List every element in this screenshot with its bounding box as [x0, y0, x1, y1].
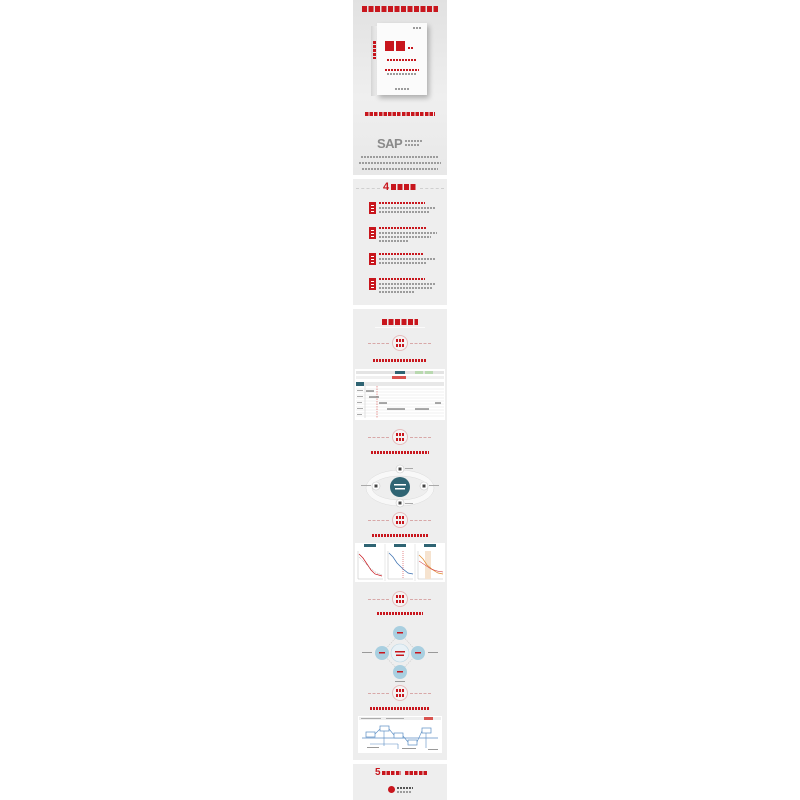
footer-section — [353, 764, 447, 800]
key-point-item — [367, 276, 439, 298]
text-line — [396, 595, 404, 598]
divider — [368, 437, 389, 438]
key-point-item — [367, 225, 439, 247]
text-line — [397, 787, 413, 789]
book-spine-title — [373, 41, 376, 59]
text-line — [396, 344, 404, 347]
divider — [368, 599, 389, 600]
text-line — [396, 438, 404, 441]
text-line — [379, 253, 423, 255]
intro-subtitle — [365, 112, 435, 116]
text-line — [379, 278, 425, 280]
task-badge — [392, 685, 408, 701]
text-line — [379, 236, 431, 238]
task-badge — [392, 335, 408, 351]
publisher-logo-icon — [388, 786, 395, 793]
task-subtitle — [371, 451, 429, 454]
text-line — [379, 262, 427, 264]
divider — [420, 188, 444, 189]
intro-title — [362, 6, 438, 12]
footer-heading-number: 5 — [375, 767, 381, 778]
heading-text — [391, 184, 417, 190]
heading-underline — [375, 327, 425, 328]
task-subtitle — [377, 612, 423, 615]
text-line — [379, 283, 435, 285]
text-line — [379, 232, 437, 234]
task-label — [353, 335, 447, 351]
publisher-logo — [388, 785, 414, 794]
text-line — [396, 339, 404, 342]
text-line — [379, 202, 425, 204]
footer-heading-text — [382, 771, 401, 775]
red-badge-icon — [369, 278, 376, 290]
text-line — [396, 600, 404, 603]
footer-heading-text — [405, 771, 427, 775]
divider — [368, 693, 389, 694]
heading-number: 4 — [383, 181, 390, 193]
task-label — [353, 685, 447, 701]
text-line — [379, 207, 435, 209]
text-line — [385, 69, 419, 71]
text-line — [396, 694, 404, 697]
cycle-diagram — [353, 464, 447, 508]
key-tasks-heading — [382, 319, 418, 325]
task-subtitle — [372, 534, 428, 537]
text-line — [396, 516, 404, 519]
trend-panels-image — [355, 543, 445, 582]
text-line — [379, 287, 433, 289]
task-badge — [392, 429, 408, 445]
text-line — [379, 258, 435, 260]
red-badge-icon — [369, 227, 376, 239]
sap-logo-text: SAP — [377, 136, 403, 151]
text-line — [361, 156, 439, 158]
task-label — [353, 429, 447, 445]
key-points-heading — [353, 182, 447, 193]
book-front — [377, 23, 427, 95]
process-flow-image — [358, 716, 442, 753]
text-line — [379, 211, 429, 213]
schedule-table-image — [355, 369, 445, 420]
text-line — [396, 433, 404, 436]
key-point-item — [367, 200, 439, 222]
book-cover-image — [371, 23, 431, 99]
text-line — [387, 73, 417, 75]
red-badge-icon — [369, 253, 376, 265]
text-line — [413, 27, 422, 29]
task-badge — [392, 591, 408, 607]
task-subtitle — [370, 707, 430, 710]
divider — [410, 599, 431, 600]
text-line — [396, 521, 404, 524]
intro-section — [353, 0, 447, 175]
divider — [368, 520, 389, 521]
divider — [368, 343, 389, 344]
divider — [410, 437, 431, 438]
divider — [410, 343, 431, 344]
sap-logo — [377, 137, 427, 152]
red-badge-icon — [369, 202, 376, 214]
key-points-section — [353, 179, 447, 305]
task-label — [353, 512, 447, 528]
text-line — [379, 240, 409, 242]
text-line — [395, 88, 409, 90]
divider — [410, 520, 431, 521]
text-line — [359, 162, 441, 164]
four-node-diagram — [353, 624, 447, 684]
book-title — [385, 41, 407, 51]
task-badge — [392, 512, 408, 528]
text-line — [379, 227, 427, 229]
divider — [356, 188, 380, 189]
task-subtitle — [373, 359, 427, 362]
text-line — [387, 59, 417, 61]
key-point-item — [367, 251, 439, 273]
text-line — [405, 140, 423, 142]
key-tasks-section — [353, 309, 447, 760]
text-line — [396, 689, 404, 692]
task-label — [353, 591, 447, 607]
text-line — [379, 291, 415, 293]
text-line — [405, 144, 420, 146]
text-line — [397, 791, 411, 793]
text-line — [362, 168, 438, 170]
divider — [410, 693, 431, 694]
product-detail-page — [353, 0, 447, 800]
text-line — [408, 47, 414, 49]
